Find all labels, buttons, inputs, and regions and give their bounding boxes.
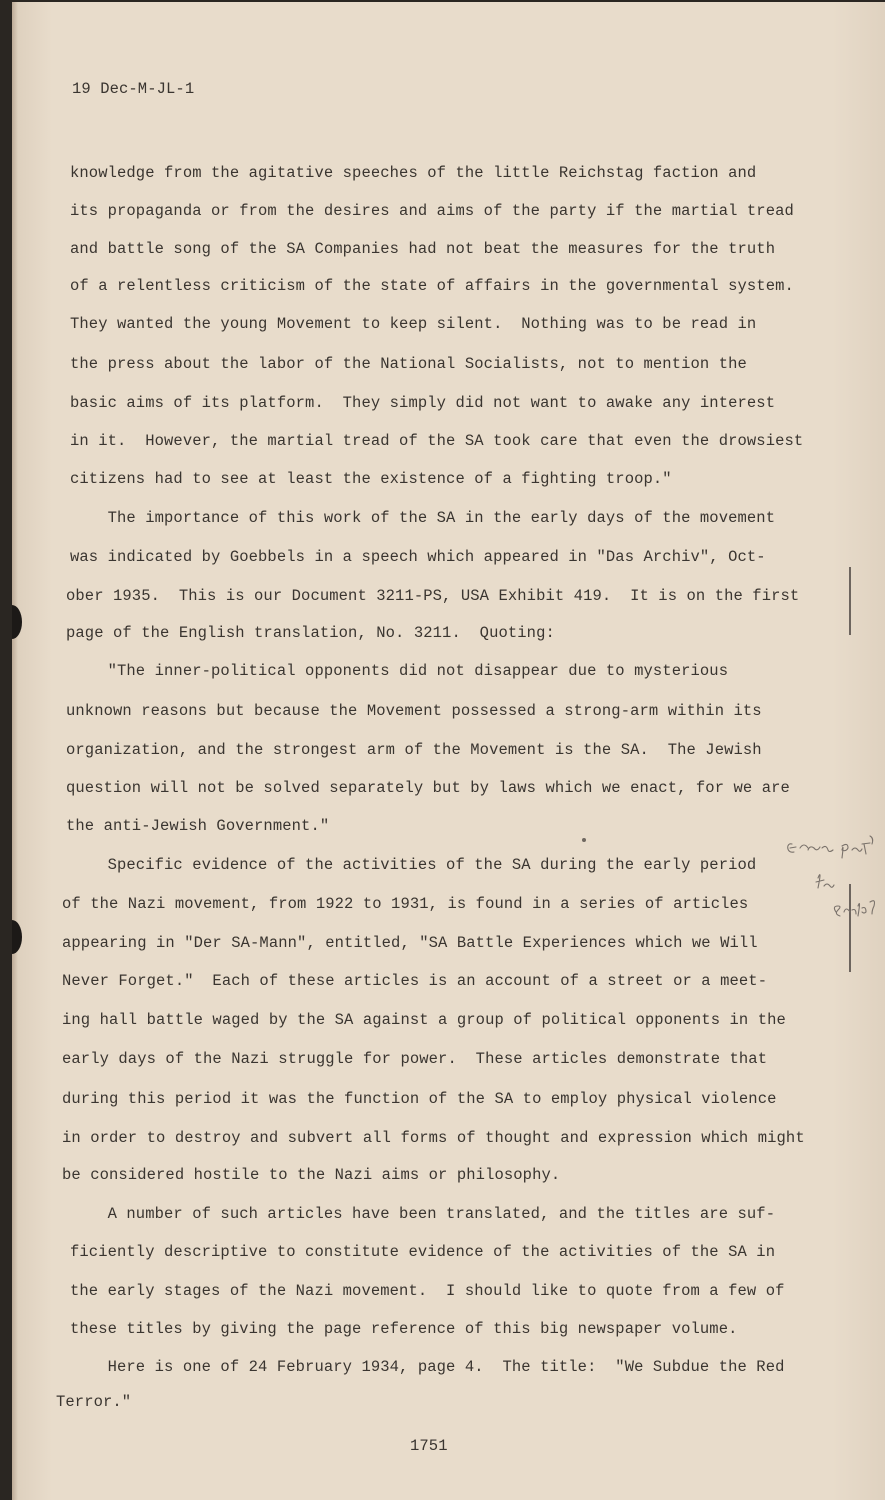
text-line: these titles by giving the page reference of this big newspaper volume. [70,1320,738,1338]
text-line: the press about the labor of the National Socialists, not to mention the [70,355,747,373]
handwritten-margin-note [780,822,885,932]
text-line: the early stages of the Nazi movement. I should like to quote from a few of [70,1282,785,1300]
text-line: the anti-Jewish Government." [66,817,330,835]
margin-bar-mark [849,884,851,972]
page-header: 19 Dec-M-JL-1 [72,80,195,98]
text-line: of the Nazi movement, from 1922 to 1931, is found in a series of articles [62,895,749,913]
text-line: They wanted the young Movement to keep silent. Nothing was to be read in [70,315,757,333]
text-line: appearing in "Der SA-Mann", entitled, "SA Battle Experiences which we Will [62,934,758,952]
text-line: "The inner-political opponents did not disappear due to mysterious [70,662,729,680]
text-line: citizens had to see at least the existence of a fighting troop." [70,470,672,488]
text-line: basic aims of its platform. They simply did not want to awake any interest [70,394,776,412]
margin-bar-mark [849,567,851,635]
text-line: was indicated by Goebbels in a speech which appeared in "Das Archiv", Oct- [70,548,766,566]
text-line: The importance of this work of the SA in the early days of the movement [70,509,776,527]
text-line: Never Forget." Each of these articles is an account of a street or a meet- [62,972,768,990]
document-page [12,2,885,1500]
page-number: 1751 [410,1437,448,1455]
text-line: early days of the Nazi struggle for power. These articles demonstrate that [62,1050,768,1068]
text-line: ficiently descriptive to constitute evidence of the activities of the SA in [70,1243,776,1261]
punch-hole-bottom [12,920,22,954]
page-edge-shadow [12,2,18,1500]
text-line: of a relentless criticism of the state of affairs in the governmental system. [70,277,794,295]
text-line: unknown reasons but because the Movement possessed a strong-arm within its [66,702,762,720]
text-line: in order to destroy and subvert all forms of thought and expression which might [62,1129,805,1147]
text-line: be considered hostile to the Nazi aims or philosophy. [62,1166,561,1184]
stray-mark [582,838,586,842]
text-line: Specific evidence of the activities of the SA during the early period [70,856,757,874]
text-line: question will not be solved separately but by laws which we enact, for we are [66,779,790,797]
text-line: A number of such articles have been translated, and the titles are suf- [70,1205,776,1223]
text-line: in it. However, the martial tread of the SA took care that even the drowsiest [70,432,804,450]
text-line: ober 1935. This is our Document 3211-PS, USA Exhibit 419. It is on the first [66,587,800,605]
text-line: Here is one of 24 February 1934, page 4. The title: "We Subdue the Red [70,1358,785,1376]
text-line: knowledge from the agitative speeches of the little Reichstag faction and [70,164,757,182]
text-line: ing hall battle waged by the SA against a group of political opponents in the [62,1011,786,1029]
text-line: Terror." [56,1393,132,1411]
text-line: page of the English translation, No. 3211. Quoting: [66,624,555,642]
text-line: during this period it was the function of the SA to employ physical violence [62,1090,777,1108]
text-line: its propaganda or from the desires and aims of the party if the martial tread [70,202,794,220]
punch-hole-top [12,605,22,639]
text-line: and battle song of the SA Companies had not beat the measures for the truth [70,240,776,258]
text-line: organization, and the strongest arm of the Movement is the SA. The Jewish [66,741,762,759]
